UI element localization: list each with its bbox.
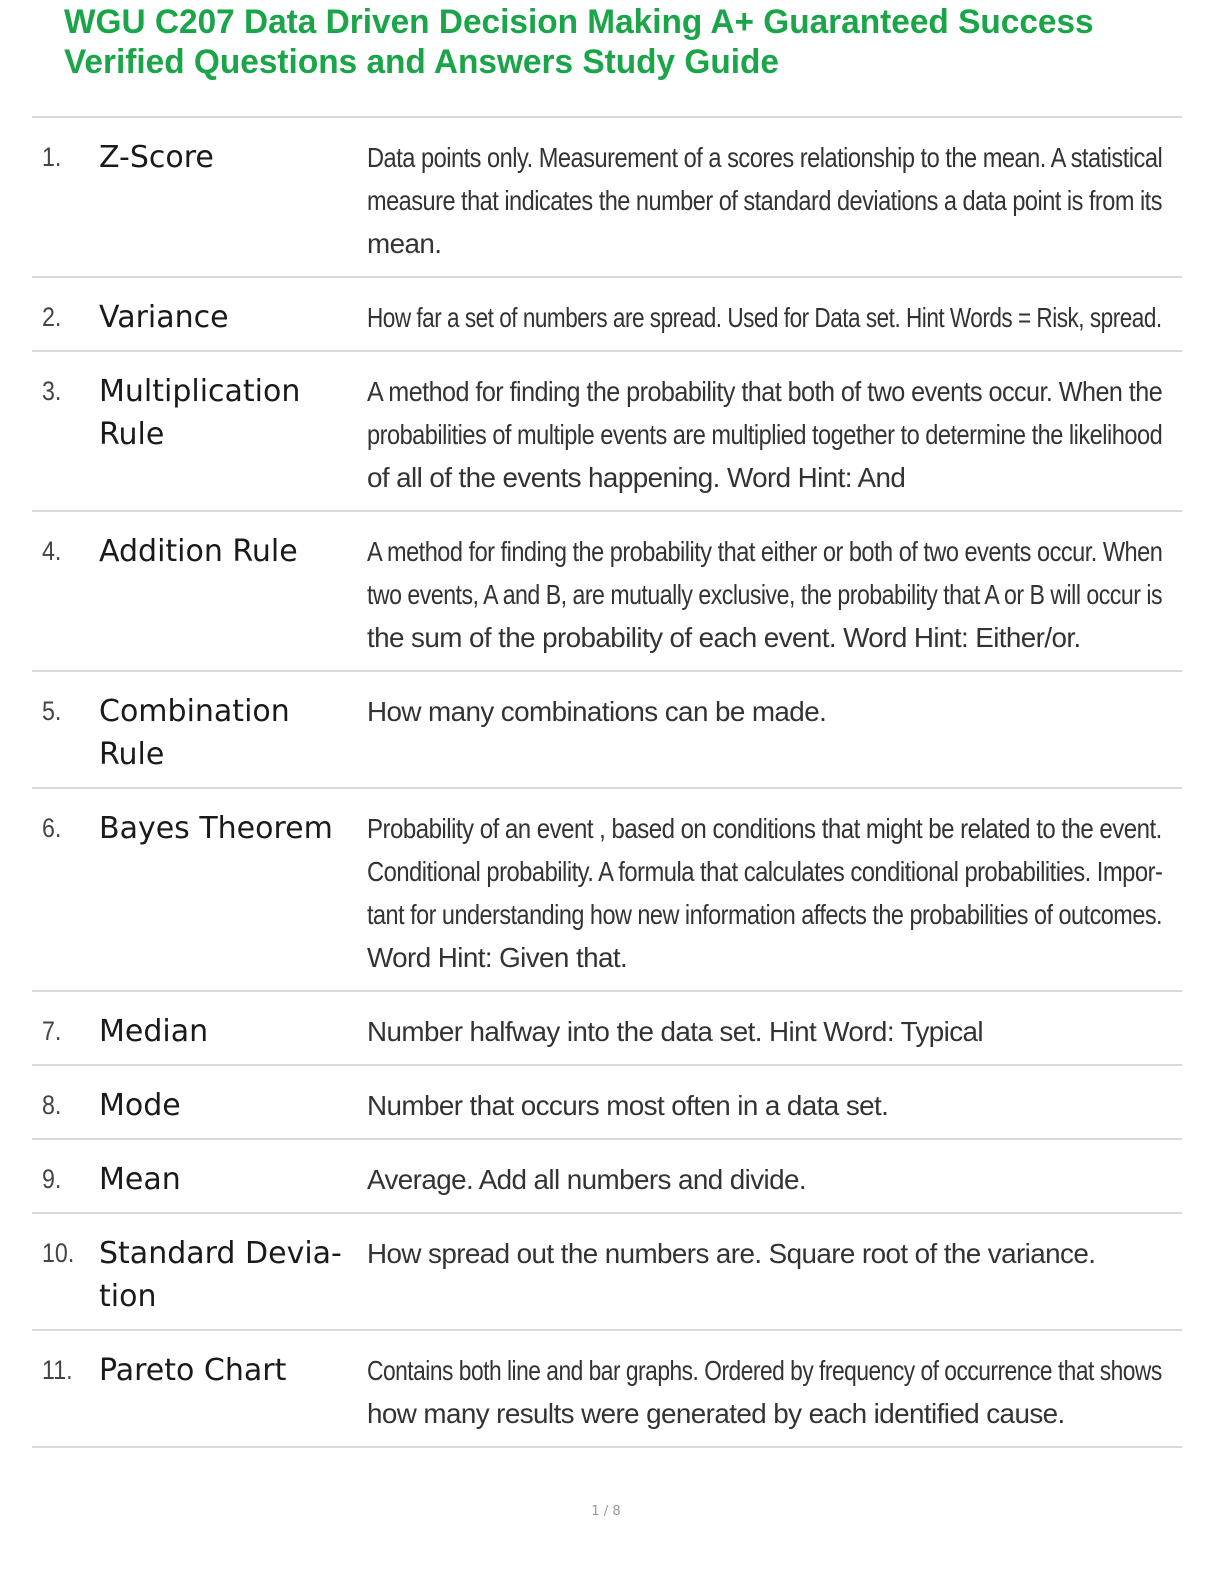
term-line: Addition Rule — [99, 534, 298, 569]
definition-line: tant for understanding how new information affects the probabilities of outcomes. — [367, 899, 1163, 930]
entry-definition — [367, 370, 1167, 499]
term-line: Rule — [99, 737, 165, 772]
glossary-row — [32, 118, 1182, 278]
term-line: Rule — [99, 417, 165, 452]
definition-line: Number that occurs most often in a data set. — [367, 1090, 889, 1121]
entry-term — [99, 1158, 349, 1201]
term-line: Median — [99, 1014, 209, 1049]
entry-number: 11. — [42, 1355, 73, 1385]
entry-number: 9. — [42, 1164, 62, 1194]
term-line: tion — [99, 1279, 157, 1314]
entry-definition — [367, 690, 1167, 733]
title-line-1: WGU C207 Data Driven Decision Making A+ Guaranteed Success — [64, 3, 1094, 41]
entry-number: 4. — [42, 536, 62, 566]
entry-term — [99, 690, 349, 776]
glossary-row — [32, 1140, 1182, 1214]
glossary-row — [32, 352, 1182, 512]
entry-definition — [367, 1158, 1167, 1201]
entry-number: 10. — [42, 1238, 75, 1268]
definition-line: A method for finding the probability that both of two events occur. When the — [367, 376, 1163, 407]
entry-definition — [367, 136, 1167, 265]
term-line: Variance — [99, 300, 229, 335]
definition-line: two events, A and B, are mutually exclusive, the probability that A or B will occur is — [367, 579, 1163, 610]
entry-number: 5. — [42, 696, 62, 726]
glossary-row — [32, 278, 1182, 352]
glossary-row — [32, 992, 1182, 1066]
entry-term — [99, 1010, 349, 1053]
document-title — [64, 2, 1184, 82]
entry-term — [99, 296, 349, 339]
glossary-row — [32, 512, 1182, 672]
entry-definition — [367, 530, 1167, 659]
term-line: Bayes Theorem — [99, 811, 333, 846]
definition-line: Average. Add all numbers and divide. — [367, 1164, 807, 1195]
entry-term — [99, 1084, 349, 1127]
entry-term — [99, 807, 349, 850]
term-line: Multiplication — [99, 374, 301, 409]
term-line: Standard Devia- — [99, 1236, 342, 1271]
definition-line: of all of the events happening. Word Hint: And — [367, 462, 906, 493]
entry-term — [99, 370, 349, 456]
entry-definition — [367, 296, 1167, 339]
entry-number: 3. — [42, 376, 62, 406]
entry-definition — [367, 1084, 1167, 1127]
entry-term — [99, 1232, 349, 1318]
term-line: Pareto Chart — [99, 1353, 287, 1388]
entry-definition — [367, 1010, 1167, 1053]
entry-term — [99, 530, 349, 573]
definition-line: mean. — [367, 228, 442, 259]
definition-line: how many results were generated by each identified cause. — [367, 1398, 1065, 1429]
entry-definition — [367, 807, 1167, 979]
glossary-row — [32, 672, 1182, 789]
term-line: Combination — [99, 694, 290, 729]
definition-line: Word Hint: Given that. — [367, 942, 628, 973]
definition-line: the sum of the probability of each event. Word Hint: Either/or. — [367, 622, 1081, 653]
definition-line: Contains both line and bar graphs. Ordered by frequency of occurrence that shows — [367, 1355, 1162, 1386]
entry-number: 1. — [42, 142, 62, 172]
page-number: 1 / 8 — [591, 1504, 621, 1519]
definition-line: Conditional probability. A formula that calculates conditional probabilities. Impor- — [367, 856, 1163, 887]
entry-definition — [367, 1232, 1167, 1275]
entry-number: 7. — [42, 1016, 62, 1046]
definition-line: How spread out the numbers are. Square root of the variance. — [367, 1238, 1096, 1269]
glossary-row — [32, 1331, 1182, 1448]
glossary-row — [32, 1066, 1182, 1140]
definition-line: measure that indicates the number of standard deviations a data point is from its — [367, 185, 1162, 216]
definition-line: Number halfway into the data set. Hint Word: Typical — [367, 1016, 984, 1047]
definition-line: A method for finding the probability that either or both of two events occur. When — [367, 536, 1163, 567]
term-line: Z-Score — [99, 140, 214, 175]
title-line-2: Verified Questions and Answers Study Guide — [64, 43, 779, 81]
term-line: Mean — [99, 1162, 181, 1197]
glossary-row — [32, 1214, 1182, 1331]
definition-line: Probability of an event , based on conditions that might be related to the event. — [367, 813, 1162, 844]
term-line: Mode — [99, 1088, 181, 1123]
entry-number: 8. — [42, 1090, 62, 1120]
definition-line: Data points only. Measurement of a scores relationship to the mean. A statistical — [367, 142, 1163, 173]
entry-term — [99, 1349, 349, 1392]
definition-line: probabilities of multiple events are multiplied together to determine the likelihood — [367, 419, 1163, 450]
definition-line: How many combinations can be made. — [367, 696, 827, 727]
definition-line: How far a set of numbers are spread. Used for Data set. Hint Words = Risk, spread. — [367, 302, 1162, 333]
entry-number: 6. — [42, 813, 62, 843]
entry-definition — [367, 1349, 1167, 1435]
glossary-row — [32, 789, 1182, 992]
glossary-table — [32, 116, 1182, 1448]
entry-term — [99, 136, 349, 179]
entry-number: 2. — [42, 302, 62, 332]
